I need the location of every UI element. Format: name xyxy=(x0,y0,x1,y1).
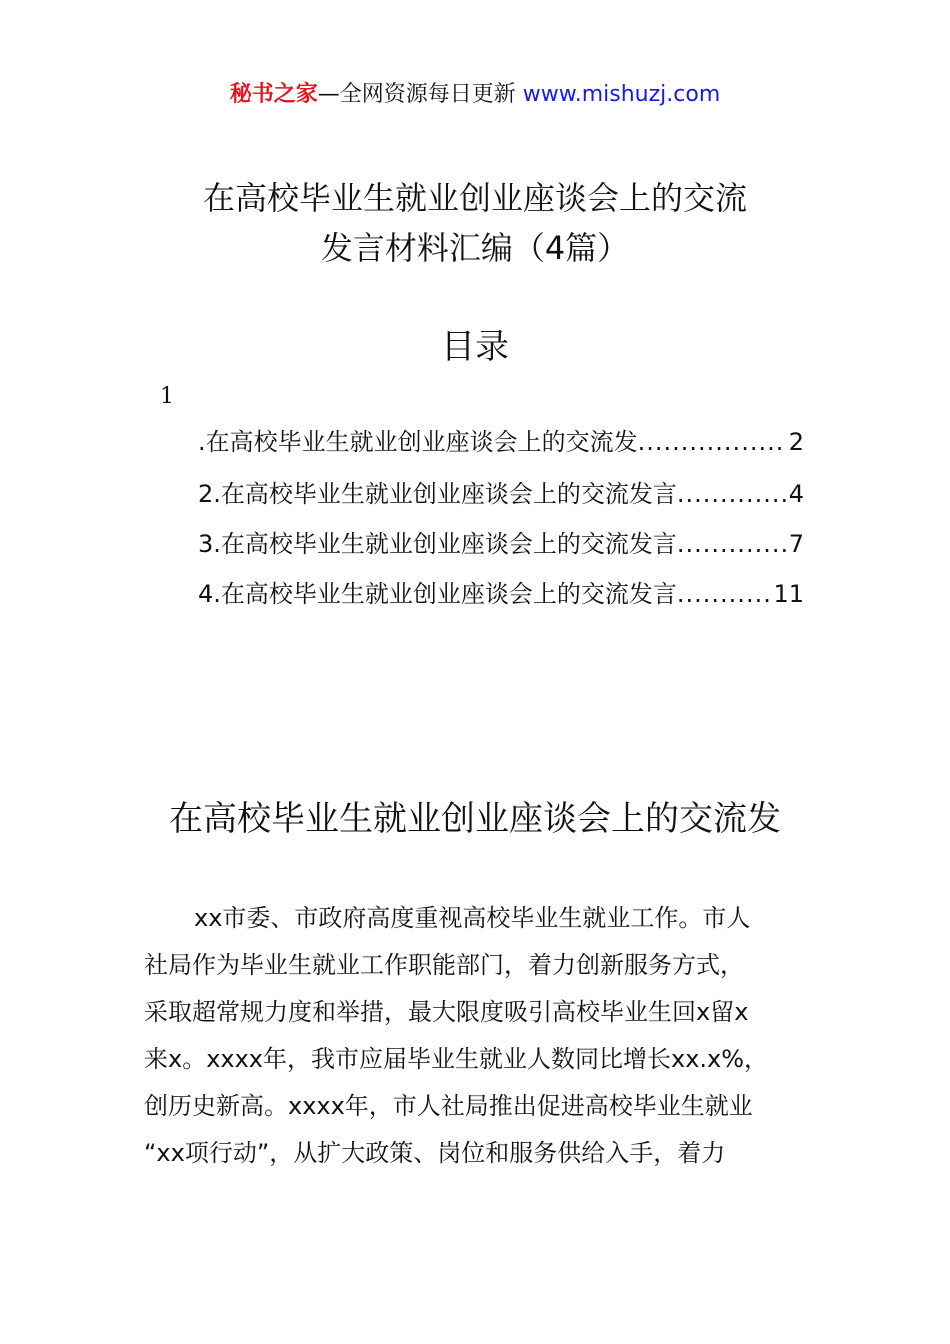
toc-leader-dots xyxy=(677,478,787,510)
body-line: 社局作为毕业生就业工作职能部门，着力创新服务方式， xyxy=(144,951,744,979)
body-line: 创历史新高。xxxx年，市人社局推出促进高校毕业生就业 xyxy=(144,1092,753,1120)
brand-name: 秘书之家 xyxy=(229,82,318,107)
body-line: xx市委、市政府高度重视高校毕业生就业工作。市人 xyxy=(194,904,751,932)
toc-stray-number: 1 xyxy=(160,384,174,409)
section-body xyxy=(144,895,808,1177)
document-title-line2: 发言材料汇编（4篇） xyxy=(320,229,630,267)
body-line: 来x。xxxx年，我市应届毕业生就业人数同比增长xx.x%， xyxy=(144,1045,769,1073)
body-line: “xx项行动”，从扩大政策、岗位和服务供给入手，着力 xyxy=(144,1139,726,1167)
toc-item[interactable] xyxy=(198,426,804,458)
header-tagline: —全网资源每日更新 xyxy=(317,82,516,107)
body-line: 采取超常规力度和举措，最大限度吸引高校毕业生回x留x xyxy=(144,998,749,1026)
toc-leader-dots xyxy=(677,528,787,560)
toc-leader-dots xyxy=(677,578,772,610)
toc-item-label: 4.在高校毕业生就业创业座谈会上的交流发言 xyxy=(198,580,677,608)
site-url-link[interactable]: www.mishuzj.com xyxy=(522,82,721,107)
toc-heading: 目录 xyxy=(441,327,509,367)
toc-item-page: 4 xyxy=(788,480,804,508)
toc-item-label: 3.在高校毕业生就业创业座谈会上的交流发言 xyxy=(198,530,677,558)
toc-item-label: 2.在高校毕业生就业创业座谈会上的交流发言 xyxy=(198,480,677,508)
toc-item-label: .在高校毕业生就业创业座谈会上的交流发 xyxy=(198,428,638,456)
toc-item-page: 2 xyxy=(788,428,804,456)
section-title: 在高校毕业生就业创业座谈会上的交流发 xyxy=(169,799,781,839)
toc-leader-dots xyxy=(638,426,787,458)
toc-item[interactable] xyxy=(198,528,804,560)
toc-item[interactable] xyxy=(198,578,804,610)
toc-item-page: 7 xyxy=(788,530,804,558)
toc-item[interactable] xyxy=(198,478,804,510)
toc-item-page: 11 xyxy=(773,580,804,608)
site-header xyxy=(0,80,950,110)
document-title-line1: 在高校毕业生就业创业座谈会上的交流 xyxy=(202,179,747,217)
